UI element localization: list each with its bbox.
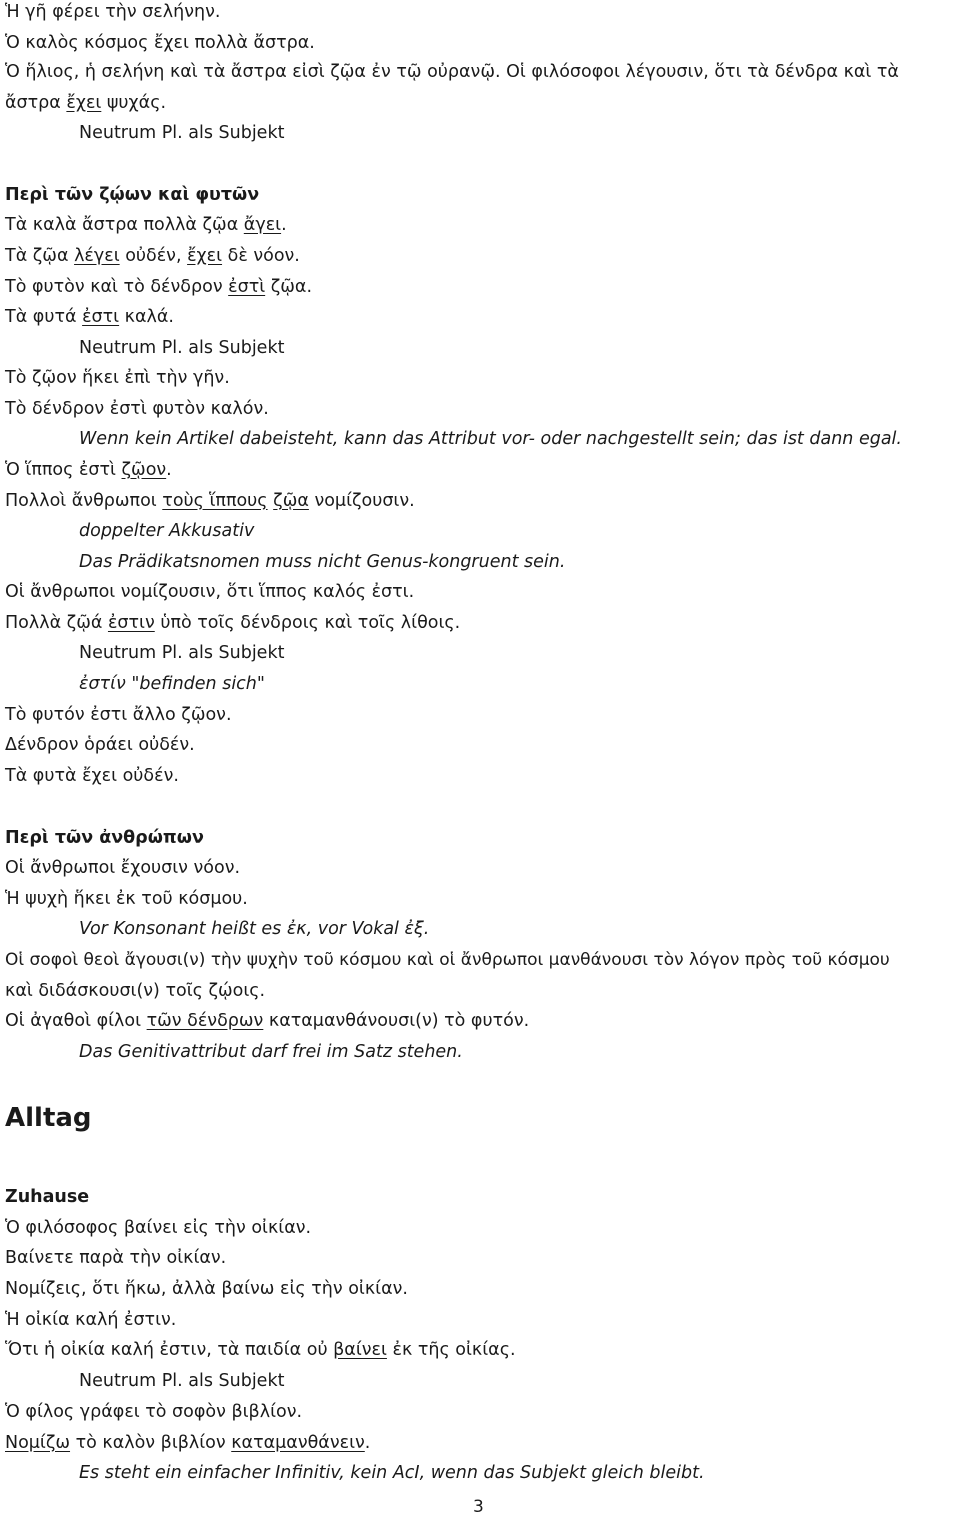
text-line: Οἱ ἄνθρωποι νομίζουσιν, ὅτι ἵππος καλός ἐστι. (5, 582, 415, 602)
annotation-note: Neutrum Pl. als Subjekt (79, 338, 285, 358)
annotation-note: Wenn kein Artikel dabeisteht, kann das Attribut vor- oder nachgestellt sein; das ist dann egal. (79, 429, 902, 449)
text-line: Τὸ ζῷον ἥκει ἐπὶ τὴν γῆν. (5, 368, 230, 388)
text-line: Οἱ ἄνθρωποι ἔχουσιν νόον. (5, 858, 241, 878)
annotation-note: doppelter Akkusativ (79, 521, 255, 541)
text-line: Νομίζεις, ὅτι ἥκω, ἀλλὰ βαίνω εἰς τὴν οἰκίαν. (5, 1279, 408, 1299)
annotation-note: ἐστίν "befinden sich" (79, 674, 265, 694)
text-line: Τὰ καλὰ ἄστρα πολλὰ ζῷα ἄγει. (5, 215, 287, 235)
text-line: Τὰ φυτὰ ἔχει οὐδέν. (5, 766, 179, 786)
chapter-heading: Alltag (5, 1103, 92, 1133)
text-line: Ὁ καλὸς κόσμος ἔχει πολλὰ ἄστρα. (5, 33, 315, 53)
annotation-note: Neutrum Pl. als Subjekt (79, 643, 285, 663)
text-line: Τὸ φυτόν ἐστι ἄλλο ζῷον. (5, 705, 232, 725)
text-line: ἄστρα ἔχει ψυχάς. (5, 93, 167, 113)
text-line: Τὸ φυτὸν καὶ τὸ δένδρον ἐστὶ ζῷα. (5, 277, 313, 297)
annotation-note: Neutrum Pl. als Subjekt (79, 1371, 285, 1391)
text-line: Ὁ φιλόσοφος βαίνει εἰς τὴν οἰκίαν. (5, 1218, 312, 1238)
text-line: Ὁ ἵππος ἐστὶ ζῷον. (5, 460, 172, 480)
text-line: Ὁ ἥλιος, ἡ σελήνη καὶ τὰ ἄστρα εἰσὶ ζῷα ἐν τῷ οὐρανῷ. Οἱ φιλόσοφοι λέγουσιν, ὅτι τὰ δένδρα καὶ τὰ (5, 62, 899, 82)
text-line: Ἡ ψυχὴ ἥκει ἐκ τοῦ κόσμου. (5, 889, 248, 909)
text-line: Τὰ ζῷα λέγει οὐδέν, ἔχει δὲ νόον. (5, 246, 300, 266)
section-heading: Περὶ τῶν ζῴων καὶ φυτῶν (5, 185, 260, 205)
text-line: Οἱ σοφοὶ θεοὶ ἄγουσι(ν) τὴν ψυχὴν τοῦ κόσμου καὶ οἱ ἄνθρωποι μανθάνουσι τὸν λόγον πρὸς τοῦ κόσμου (5, 950, 890, 970)
text-line: Πολλοὶ ἄνθρωποι τοὺς ἵππους ζῷα νομίζουσιν. (5, 491, 415, 511)
text-line: Ἡ οἰκία καλή ἐστιν. (5, 1310, 177, 1330)
text-line: Νομίζω τὸ καλὸν βιβλίον καταμανθάνειν. (5, 1433, 371, 1453)
annotation-note: Neutrum Pl. als Subjekt (79, 123, 285, 143)
text-line: Τὸ δένδρον ἐστὶ φυτὸν καλόν. (5, 399, 269, 419)
text-line: Οἱ ἀγαθοὶ φίλοι τῶν δένδρων καταμανθάνουσι(ν) τὸ φυτόν. (5, 1011, 530, 1031)
text-line: καὶ διδάσκουσι(ν) τοῖς ζῴοις. (5, 981, 266, 1001)
text-line: Τὰ φυτά ἐστι καλά. (5, 307, 174, 327)
annotation-note: Es steht ein einfacher Infinitiv, kein AcI, wenn das Subjekt gleich bleibt. (79, 1463, 705, 1483)
text-line: Ὁ φίλος γράφει τὸ σοφὸν βιβλίον. (5, 1402, 303, 1422)
section-heading: Zuhause (5, 1187, 90, 1207)
text-line: Δένδρον ὁράει οὐδέν. (5, 735, 195, 755)
text-line: Ὅτι ἡ οἰκία καλή ἐστιν, τὰ παιδία οὐ βαίνει ἐκ τῆς οἰκίας. (5, 1340, 516, 1360)
annotation-note: Das Genitivattribut darf frei im Satz stehen. (79, 1042, 463, 1062)
page-number: 3 (473, 1497, 484, 1517)
annotation-note: Vor Konsonant heißt es ἐκ, vor Vokal ἐξ. (79, 919, 430, 939)
section-heading: Περὶ τῶν ἀνθρώπων (5, 828, 204, 848)
text-line: Πολλὰ ζῷά ἐστιν ὑπὸ τοῖς δένδροις καὶ τοῖς λίθοις. (5, 613, 461, 633)
text-line: Ἡ γῆ φέρει τὴν σελήνην. (5, 2, 221, 22)
annotation-note: Das Prädikatsnomen muss nicht Genus-kongruent sein. (79, 552, 566, 572)
text-line: Βαίνετε παρὰ τὴν οἰκίαν. (5, 1248, 227, 1268)
